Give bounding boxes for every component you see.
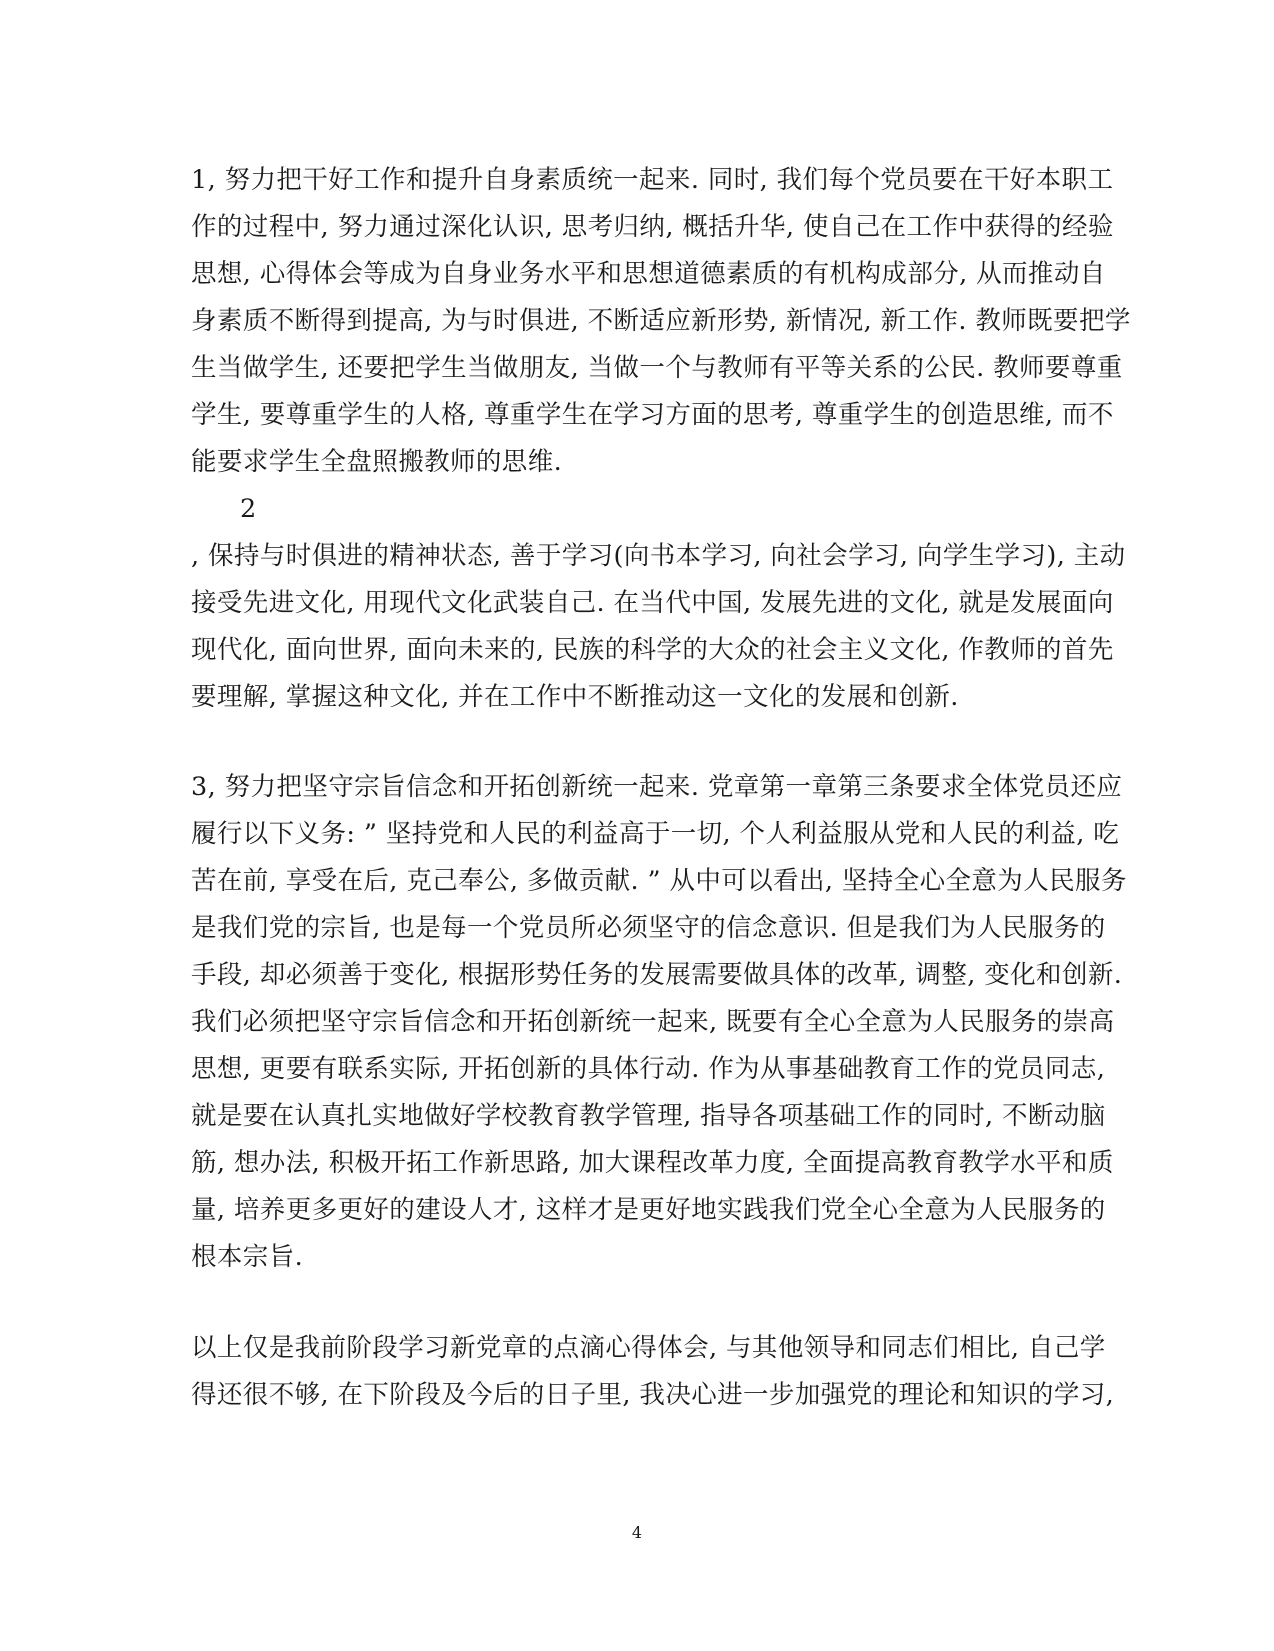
paragraph-3-line-2: 履行以下义务: ” 坚持党和人民的利益高于一切, 个人利益服从党和人民的利益, 吃 xyxy=(191,819,1120,849)
paragraph-2-line-3: 现代化, 面向世界, 面向未来的, 民族的科学的大众的社会主义文化, 作教师的首先 xyxy=(191,635,1114,665)
page-number: 4 xyxy=(631,1523,643,1542)
paragraph-2-line-1: , 保持与时俱进的精神状态, 善于学习(向书本学习, 向社会学习, 向学生学习), 主动 xyxy=(191,541,1126,571)
paragraph-2-line-4: 要理解, 掌握这种文化, 并在工作中不断推动这一文化的发展和创新. xyxy=(191,682,959,712)
paragraph-3-line-4: 是我们党的宗旨, 也是每一个党员所必须坚守的信念意识. 但是我们为人民服务的 xyxy=(191,913,1106,943)
paragraph-1-line-2: 作的过程中, 努力通过深化认识, 思考归纳, 概括升华, 使自己在工作中获得的经验 xyxy=(191,212,1114,242)
paragraph-1-line-4: 身素质不断得到提高, 为与时俱进, 不断适应新形势, 新情况, 新工作. 教师既要把学 xyxy=(191,306,1131,336)
paragraph-1-line-1: 1, 努力把干好工作和提升自身素质统一起来. 同时, 我们每个党员要在干好本职工 xyxy=(191,165,1114,195)
paragraph-4-line-2: 得还很不够, 在下阶段及今后的日子里, 我决心进一步加强党的理论和知识的学习, xyxy=(191,1380,1115,1410)
paragraph-3-line-10: 量, 培养更多更好的建设人才, 这样才是更好地实践我们党全心全意为人民服务的 xyxy=(191,1195,1106,1225)
paragraph-3-line-8: 就是要在认真扎实地做好学校教育教学管理, 指导各项基础工作的同时, 不断动脑 xyxy=(191,1101,1106,1131)
paragraph-3-line-1: 3, 努力把坚守宗旨信念和开拓创新统一起来. 党章第一章第三条要求全体党员还应 xyxy=(191,772,1123,802)
paragraph-3-line-5: 手段, 却必须善于变化, 根据形势任务的发展需要做具体的改革, 调整, 变化和创新. xyxy=(191,960,1123,990)
paragraph-4-line-1: 以上仅是我前阶段学习新党章的点滴心得体会, 与其他领导和同志们相比, 自己学 xyxy=(191,1333,1106,1363)
paragraph-3-line-9: 筋, 想办法, 积极开拓工作新思路, 加大课程改革力度, 全面提高教育教学水平和质 xyxy=(191,1148,1114,1178)
paragraph-1-line-6: 学生, 要尊重学生的人格, 尊重学生在学习方面的思考, 尊重学生的创造思维, 而不 xyxy=(191,400,1114,430)
paragraph-1-line-5: 生当做学生, 还要把学生当做朋友, 当做一个与教师有平等关系的公民. 教师要尊重 xyxy=(191,353,1123,383)
paragraph-1-line-7: 能要求学生全盘照搬教师的思维. xyxy=(191,447,563,477)
paragraph-3-line-3: 苦在前, 享受在后, 克己奉公, 多做贡献. ” 从中可以看出, 坚持全心全意为人民服务 xyxy=(191,866,1127,896)
paragraph-3-line-7: 思想, 更要有联系实际, 开拓创新的具体行动. 作为从事基础教育工作的党员同志, xyxy=(191,1054,1106,1084)
paragraph-2-line-2: 接受先进文化, 用现代文化武装自己. 在当代中国, 发展先进的文化, 就是发展面向 xyxy=(191,588,1114,618)
section-number-2: 2 xyxy=(240,494,257,524)
paragraph-1-line-3: 思想, 心得体会等成为自身业务水平和思想道德素质的有机构成部分, 从而推动自 xyxy=(191,259,1106,289)
paragraph-3-line-6: 我们必须把坚守宗旨信念和开拓创新统一起来, 既要有全心全意为人民服务的崇高 xyxy=(191,1007,1115,1037)
paragraph-3-line-11: 根本宗旨. xyxy=(191,1242,304,1272)
